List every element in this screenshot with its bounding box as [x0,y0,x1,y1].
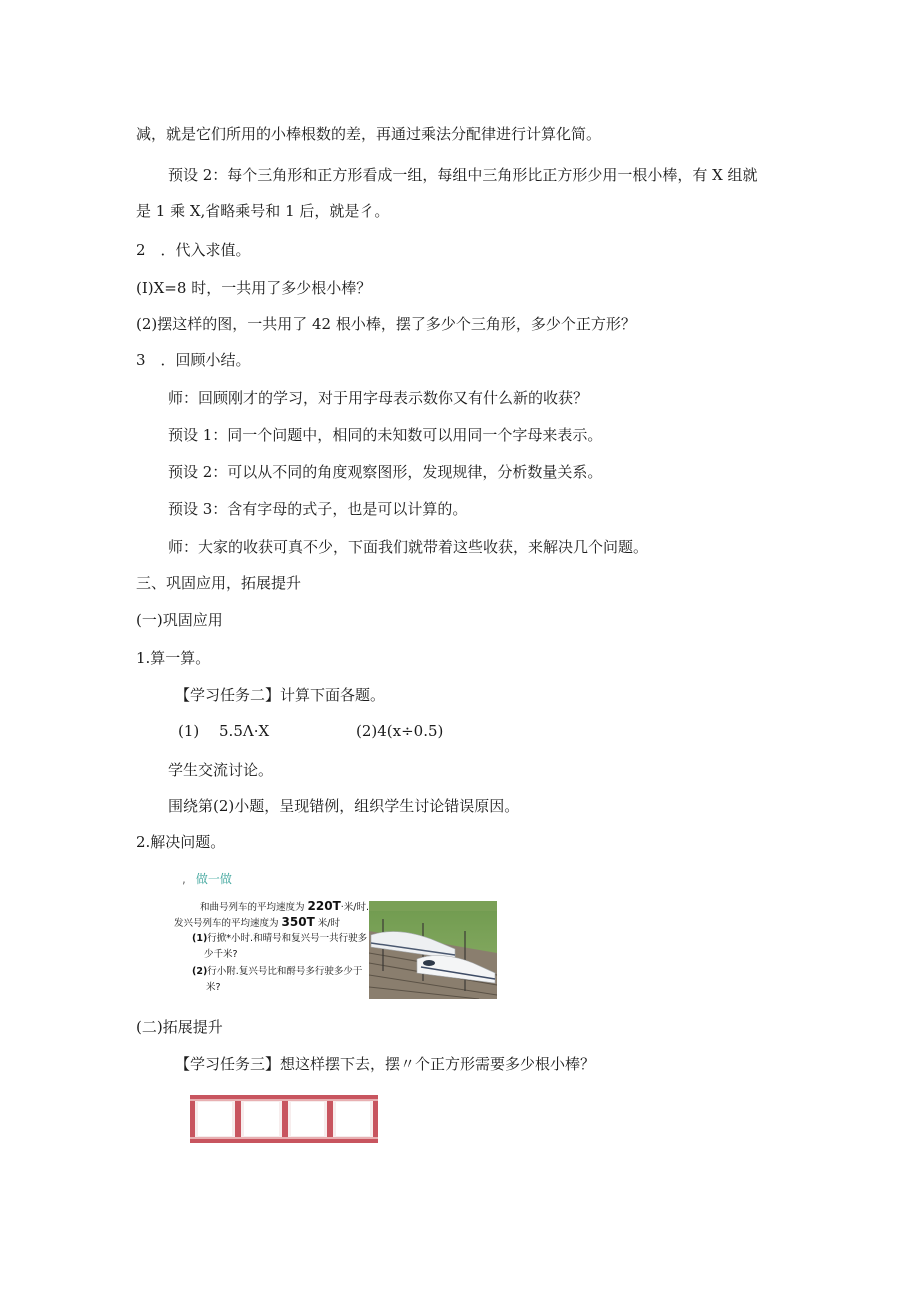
problem-question-2: (2)行小附.复兴号比和酹号多行驶多少于 [192,966,363,977]
subsection-heading: (一)巩固应用 [136,611,223,629]
task-line: 【学习任务三】想这样摆下去，摆〃个正方形需要多少根小棒？ [175,1055,596,1073]
do-it-header [182,870,232,887]
paragraph-line: 师：回顾刚才的学习，对于用字母表示数你又有什么新的收获？ [168,389,589,407]
problem-line-2: 发兴号列车的平均速度为 350T 米/时 [174,915,340,929]
item-heading: 1.算一算。 [136,649,211,667]
subsection-heading: (二)拓展提升 [136,1018,223,1036]
stick-squares-figure [190,1095,378,1143]
header-comma: , [182,872,186,886]
paragraph-line: 预设 2：可以从不同的角度观察图形，发现规律，分析数量关系。 [168,463,603,481]
problem-line-1: 和曲号列车的平均速度为 220T·米/时. [200,899,370,913]
question-line: (I)X=8 时，一共用了多少根小棒？ [136,279,372,297]
task-line: 【学习任务二】计算下面各题。 [175,686,386,704]
paragraph-line: 预设 1：同一个问题中，相同的未知数可以用同一个字母来表示。 [168,426,603,444]
exercise-2: (2)4(x÷0.5) [356,722,444,740]
problem-question-1-cont: 少千米? [204,949,238,960]
train-photo [369,901,497,999]
paragraph-line: 减，就是它们所用的小棒根数的差，再通过乘法分配律进行计算化简。 [136,125,602,143]
section-heading: 三、巩固应用，拓展提升 [136,574,302,592]
paragraph-line: 预设 3：含有字母的式子，也是可以计算的。 [168,500,468,518]
paragraph-line: 学生交流讨论。 [168,761,274,779]
paragraph-line: 围绕第(2)小题，呈现错例，组织学生讨论错误原因。 [168,797,520,815]
section-heading: 3 ．回顾小结。 [136,351,251,369]
question-line: (2)摆这样的图，一共用了 42 根小棒，摆了多少个三角形，多少个正方形？ [136,315,636,333]
do-it-title: 做一做 [195,872,232,886]
section-heading: 2 ．代入求值。 [136,241,251,259]
train-problem [170,898,370,1002]
exercise-1: (1) 5.5Λ·X [178,722,270,740]
item-heading: 2.解决问题。 [136,833,226,851]
problem-question-2-cont: 米? [206,982,221,993]
paragraph-line: 预设 2：每个三角形和正方形看成一组，每组中三角形比正方形少用一根小棒，有 X 组就 [168,166,758,184]
paragraph-line: 是 1 乘 X,省略乘号和 1 后，就是彳。 [136,202,390,220]
problem-question-1: (1)行掀*小时.和晴号和复兴号一共行驶多 [192,933,368,944]
paragraph-line: 师：大家的收获可真不少，下面我们就带着这些收获，来解决几个问题。 [168,538,649,556]
